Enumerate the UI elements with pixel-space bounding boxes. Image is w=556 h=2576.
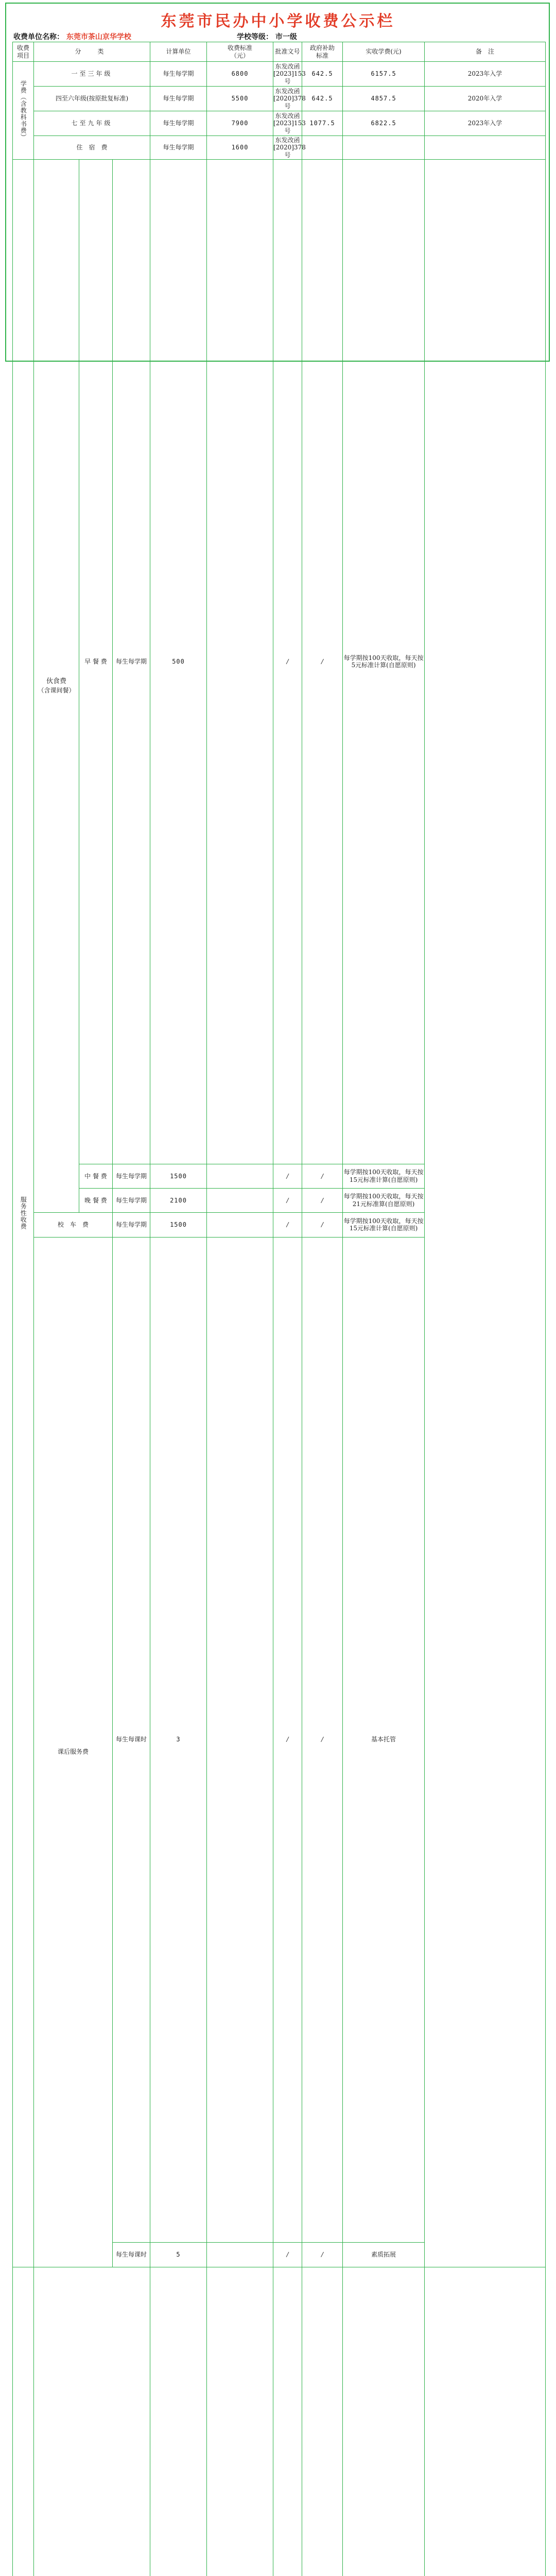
approval-cell: [207, 1237, 273, 2242]
remark-cell: 每学期按100天收取，每天按15元标准计算(自愿原则): [343, 1212, 425, 1237]
remark-cell: [425, 2267, 546, 2576]
approval-cell: 东发改函[2020]378号: [273, 87, 302, 111]
approval-cell: [273, 2267, 302, 2576]
standard-cell: 5: [150, 2242, 207, 2267]
header-subsidy: 政府补助标准: [302, 42, 343, 62]
actual-cell: /: [302, 160, 343, 1164]
actual-cell: /: [302, 1212, 343, 1237]
actual-cell: /: [302, 1237, 343, 2242]
table-row: [13, 160, 546, 1164]
standard-cell: 3: [150, 1237, 207, 2242]
subsidy-cell: 642.5: [302, 62, 343, 87]
unit-name: 东莞市茶山京华学校: [66, 33, 131, 41]
remark-cell: 基本托管: [343, 1237, 425, 2242]
unit-cell: 每生每学期: [113, 1212, 150, 1237]
category-cell: 一至三年级: [34, 62, 150, 87]
actual-cell: /: [302, 1188, 343, 1212]
header-actual: 实收学费(元): [343, 42, 425, 62]
category-cell: [34, 2267, 150, 2576]
remark-cell: 2023年入学: [425, 111, 546, 136]
actual-cell: /: [302, 1164, 343, 1188]
table-row: [13, 136, 546, 160]
header-approval: 批准文号: [273, 42, 302, 62]
approval-cell: [207, 2242, 273, 2267]
table-row: [13, 1212, 546, 1237]
standard-cell: 1500: [150, 1212, 207, 1237]
actual-cell: [343, 136, 425, 160]
grade-info: [237, 31, 297, 42]
subsidy-cell: /: [273, 1237, 302, 2242]
remark-cell: 2023年入学: [425, 62, 546, 87]
actual-cell: 6822.5: [343, 111, 425, 136]
header-standard: 收费标准（元）: [207, 42, 273, 62]
approval-cell: 东发改函[2023]153号: [273, 62, 302, 87]
tuition-group-label: 学费（含教科书费）: [13, 62, 34, 160]
collection-group-label: [13, 2267, 34, 2576]
subsidy-cell: 1077.5: [302, 111, 343, 136]
category-cell: 七至九年级: [34, 111, 150, 136]
meal-name-cell: 中 餐 费: [79, 1164, 113, 1188]
standard-cell: 1500: [150, 1164, 207, 1188]
approval-cell: [207, 160, 273, 1164]
subsidy-cell: /: [273, 1212, 302, 1237]
subsidy-cell: [302, 2267, 343, 2576]
table-row: [13, 111, 546, 136]
standard-cell: 2100: [150, 1188, 207, 1212]
approval-cell: [207, 1188, 273, 1212]
standard-cell: 7900: [207, 111, 273, 136]
unit-cell: 每生每学期: [150, 62, 207, 87]
remark-cell: 素质拓展: [343, 2242, 425, 2267]
remark-cell: 每学期按100天收取，每天按5元标准计算(自愿原则): [343, 160, 425, 1164]
grade-value: 市一级: [275, 33, 297, 41]
table-row: [13, 1237, 546, 2242]
subsidy-cell: /: [273, 160, 302, 1164]
subsidy-cell: /: [273, 1188, 302, 1212]
approval-cell: 东发改函[2023]153号: [273, 111, 302, 136]
standard-cell: 5500: [207, 87, 273, 111]
fee-table: [12, 42, 546, 2576]
header-remark: 备 注: [425, 42, 546, 62]
table-row: [13, 1164, 546, 1188]
unit-cell: 每生每学期: [150, 136, 207, 160]
header-item: 收费项目: [13, 42, 34, 62]
meal-name-cell: 早 餐 费: [79, 160, 113, 1164]
header-row: [13, 42, 546, 62]
standard-cell: 6800: [207, 62, 273, 87]
grade-label: 学校等级：: [237, 33, 273, 41]
remark-cell: 2020年入学: [425, 87, 546, 111]
subsidy-cell: /: [273, 2242, 302, 2267]
standard-cell: 500: [150, 160, 207, 1164]
meal-group-label: 伙食费 （含课间餐）: [34, 160, 79, 1213]
remark-cell: [425, 136, 546, 160]
actual-cell: /: [302, 2242, 343, 2267]
page-title: 东莞市民办中小学收费公示栏: [161, 12, 395, 30]
approval-cell: 东发改函[2020]378号: [273, 136, 306, 159]
actual-cell: [343, 2267, 425, 2576]
actual-cell: 4857.5: [343, 87, 425, 111]
unit-cell: 每生每学期: [113, 1188, 150, 1212]
category-cell: 课后服务费: [34, 1237, 113, 2267]
category-cell: 住 宿 费: [34, 136, 150, 160]
table-row: [13, 1188, 546, 1212]
subsidy-cell: [302, 136, 343, 160]
unit-cell: 每生每学期: [150, 87, 207, 111]
unit-cell: 每生每课时: [113, 1237, 150, 2242]
header-calc-unit: 计算单位: [150, 42, 207, 62]
table-row: [13, 87, 546, 111]
unit-cell: 每生每课时: [113, 2242, 150, 2267]
unit-info: [13, 31, 131, 42]
unit-label: 收费单位名称：: [13, 33, 64, 41]
meal-name-cell: 晚 餐 费: [79, 1188, 113, 1212]
approval-cell: [207, 1212, 273, 1237]
unit-cell: 每生每学期: [150, 111, 207, 136]
category-cell: 校 车 费: [34, 1212, 113, 1237]
category-cell: 四至六年级(按原批复标准): [34, 87, 150, 111]
subsidy-cell: 642.5: [302, 87, 343, 111]
remark-cell: 每学期按100天收取，每天按21元标准算(自愿原则): [343, 1188, 425, 1212]
table-row: [13, 62, 546, 87]
table-row: [13, 2267, 546, 2576]
header-category: 分 类: [34, 42, 150, 62]
standard-cell: 1600: [207, 136, 273, 160]
actual-cell: 6157.5: [343, 62, 425, 87]
approval-cell: [207, 1164, 273, 1188]
service-group-label: 服务性收费: [13, 160, 34, 2267]
unit-cell: [150, 2267, 207, 2576]
subsidy-cell: /: [273, 1164, 302, 1188]
standard-cell: [207, 2267, 273, 2576]
remark-cell: 每学期按100天收取，每天按15元标准计算(自愿原则): [343, 1164, 425, 1188]
unit-cell: 每生每学期: [113, 160, 150, 1164]
unit-cell: 每生每学期: [113, 1164, 150, 1188]
